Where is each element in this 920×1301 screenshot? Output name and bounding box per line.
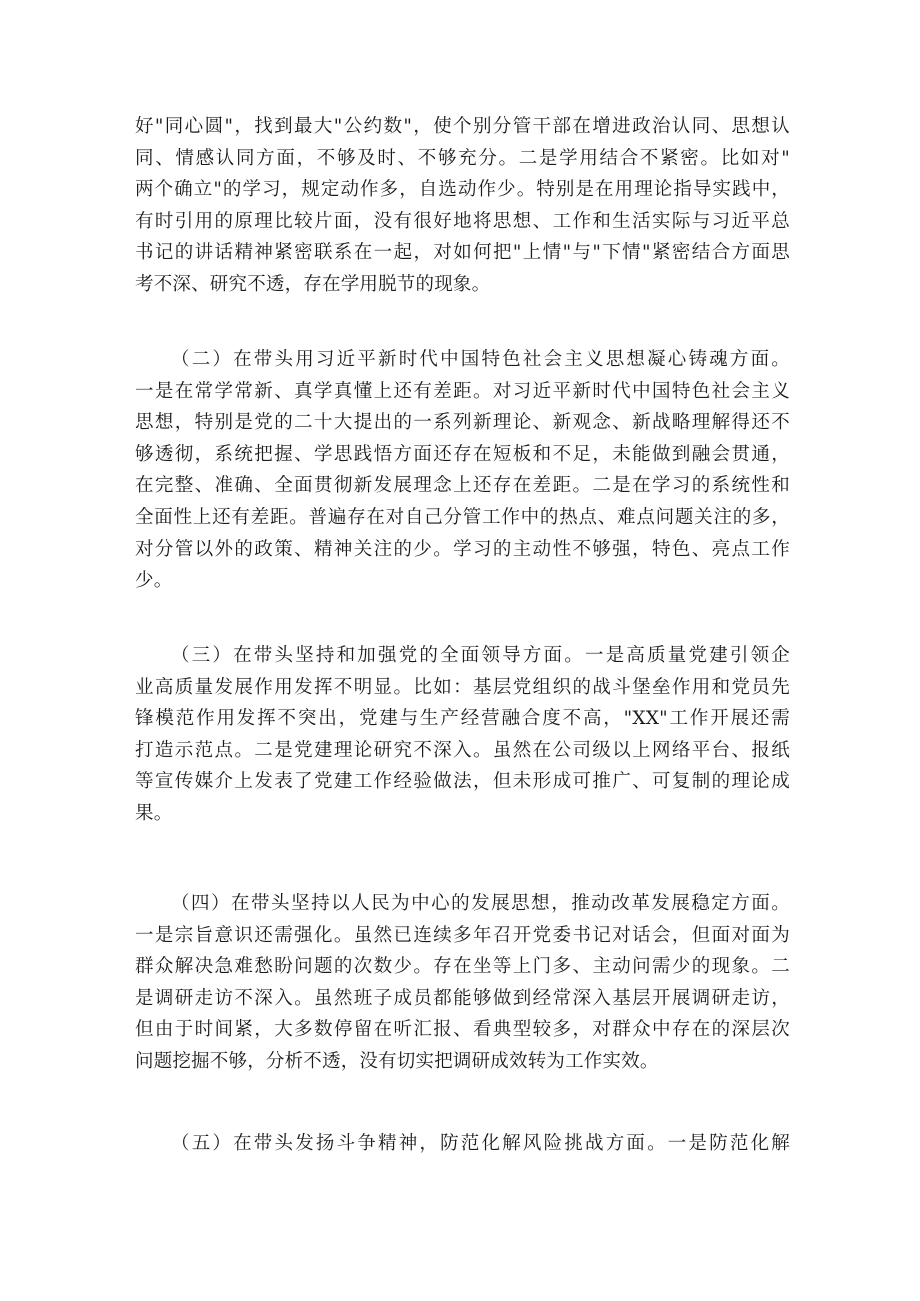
text-line: 全面性上还有差距。普遍存在对自己分管工作中的热点、难点问题关注的多，	[135, 506, 790, 528]
paragraph-2	[135, 344, 790, 597]
text-line: 果。	[135, 802, 173, 824]
paragraph-3	[135, 640, 790, 830]
text-line: 群众解决急难愁盼问题的次数少。存在坐等上门多、主动问需少的现象。二	[135, 956, 790, 978]
section-heading-line: （二）在带头用习近平新时代中国特色社会主义思想凝心铸魂方面。	[171, 349, 790, 370]
text-line: 够透彻，系统把握、学思践悟方面还存在短板和不足，未能做到融会贯通，	[135, 443, 790, 465]
text-line: 问题挖掘不够，分析不透，没有切实把调研成效转为工作实效。	[135, 1050, 659, 1072]
text-line: 等宣传媒介上发表了党建工作经验做法，但未形成可推广、可复制的理论成	[135, 771, 790, 793]
text-line: 两个确立"的学习，规定动作多，自选动作少。特别是在用理论指导实践中，	[135, 179, 790, 201]
text-line: 同、情感认同方面，不够及时、不够充分。二是学用结合不紧密。比如对"	[135, 147, 790, 169]
text-line: 一是在常学常新、真学真懂上还有差距。对习近平新时代中国特色社会主义	[135, 380, 790, 402]
text-line: 少。	[135, 570, 173, 592]
text-line: 锋模范作用发挥不突出，党建与生产经营融合度不高，"XX"工作开展还需	[135, 708, 790, 730]
section-heading-line: （三）在带头坚持和加强党的全面领导方面。一是高质量党建引领企	[171, 645, 790, 666]
text-line: 一是宗旨意识还需强化。虽然已连续多年召开党委书记对话会，但面对面为	[135, 924, 790, 946]
text-line: 好"同心圆"，找到最大"公约数"，使个别分管干部在增进政治认同、思想认	[135, 116, 790, 137]
text-line: 有时引用的原理比较片面，没有很好地将思想、工作和生活实际与习近平总	[135, 210, 790, 232]
section-heading-line: （五）在带头发扬斗争精神，防范化解风险挑战方面。一是防范化解	[171, 1133, 790, 1154]
text-line: 书记的讲话精神紧密联系在一起，对如何把"上情"与"下情"紧密结合方面思	[135, 242, 790, 264]
paragraph-5	[135, 1128, 790, 1160]
text-line: 但由于时间紧，大多数停留在听汇报、看典型较多，对群众中存在的深层次	[135, 1019, 790, 1041]
text-line: 对分管以外的政策、精神关注的少。学习的主动性不够强，特色、亮点工作	[135, 538, 790, 560]
text-line: 在完整、准确、全面贯彻新发展理念上还存在差距。二是在学习的系统性和	[135, 475, 790, 497]
text-line: 考不深、研究不透，存在学用脱节的现象。	[135, 273, 491, 295]
text-line: 业高质量发展作用发挥不明显。比如：基层党组织的战斗堡垒作用和党员先	[135, 676, 790, 698]
text-line: 是调研走访不深入。虽然班子成员都能够做到经常深入基层开展调研走访，	[135, 987, 790, 1009]
text-line: 思想，特别是党的二十大提出的一系列新理论、新观念、新战略理解得还不	[135, 412, 790, 434]
text-line: 打造示范点。二是党建理论研究不深入。虽然在公司级以上网络平台、报纸	[135, 739, 790, 761]
paragraph-4	[135, 888, 790, 1078]
paragraph-1	[135, 111, 790, 301]
section-heading-line: （四）在带头坚持以人民为中心的发展思想，推动改革发展稳定方面。	[171, 893, 790, 914]
